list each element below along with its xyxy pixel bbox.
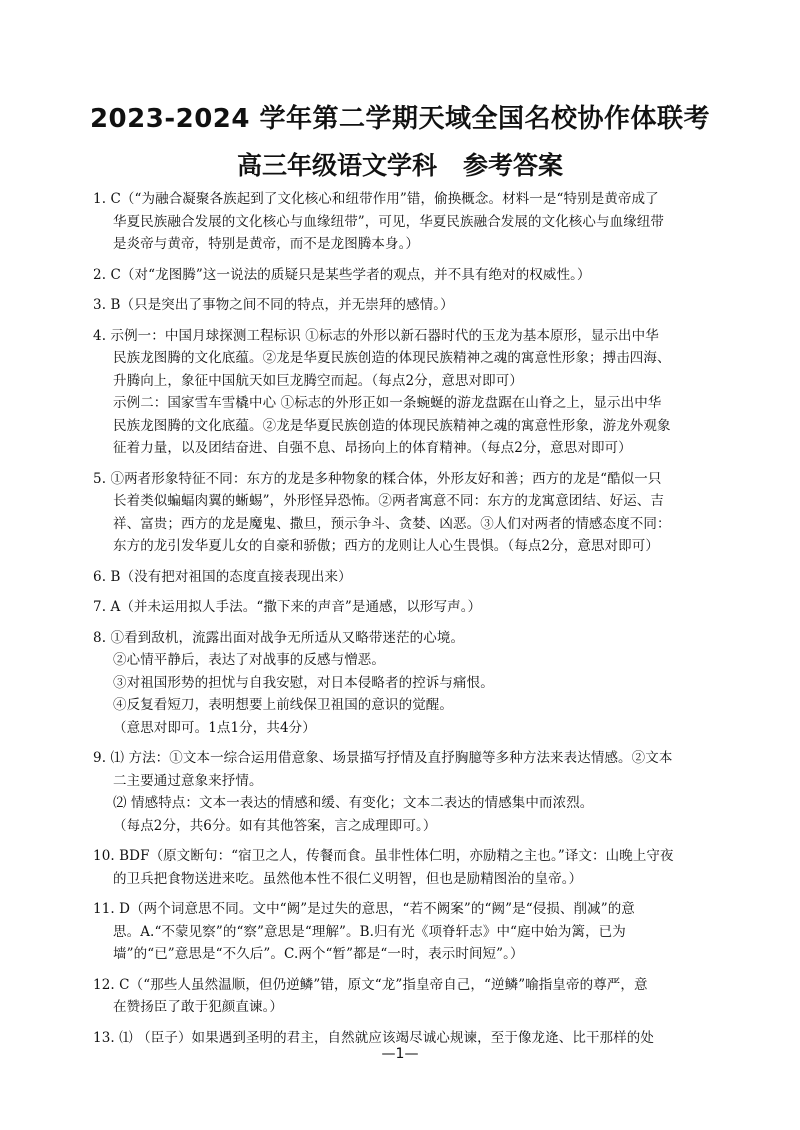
answer-item [93,974,705,1019]
answer-continuation-line: ⑵ 情感特点：文本一表达的情感和缓、有变化；文本二表达的情感集中而浓烈。 [113,795,594,811]
answer-continuation-line: 祥、富贵；西方的龙是魔鬼、撒旦，预示争斗、贪婪、凶恶。③人们对两者的情感态度不同： [113,515,671,532]
answer-item [93,627,705,740]
answer-item [93,596,705,619]
answer-first-line: 1. C（“为融合凝聚各族起到了文化核心和纽带作用”错，偷换概念。材料一是“特别是黄帝成了 [93,191,659,207]
answer-first-line: 9. ⑴ 方法：①文本一综合运用借意象、场景描写抒情及直抒胸臆等多种方法来表达情感。②文本 [93,750,673,766]
exam-title: 2023-2024 学年第二学期天域全国名校协作体联考 [89,104,711,134]
answer-first-line: 4. 示例一：中国月球探测工程标识 ①标志的外形以新石器时代的玉龙为基本原形，显示出中华 [93,327,659,344]
answer-first-line: 7. A（并未运用拟人手法。“撒下来的声音”是通感，以形写声。） [93,599,482,615]
answer-continuation-line: 二主要通过意象来抒情。 [113,772,263,789]
answer-continuation-line: 民族龙图腾的文化底蕴。②龙是华夏民族创造的体现民族精神之魂的寓意性形象；搏击四海、 [113,350,671,366]
answer-list [93,188,705,1057]
answer-continuation-line: 升腾向上，象征中国航天如巨龙腾空而起。（每点2分，意思对即可） [113,372,523,389]
answer-item [93,845,705,890]
answer-item [93,468,705,558]
answer-item [93,898,705,966]
answer-first-line: 6. B（没有把对祖国的态度直接表现出来） [93,568,352,585]
answer-first-line: 5. ①两者形象特征不同：东方的龙是多种物象的糅合体，外形友好和善；西方的龙是“酷似一只 [93,470,662,487]
answer-continuation-line: 是炎帝与黄帝，特别是黄帝，而不是龙图腾本身。） [113,236,420,252]
exam-subtitle: 高三年级语文学科 参考答案 [236,151,564,180]
answer-item [93,325,705,460]
answer-first-line: 3. B（只是突出了事物之间不同的特点，并无崇拜的感情。） [93,297,454,313]
answer-item [93,747,705,837]
page-number: —1— [381,1046,419,1062]
answer-item [93,294,705,317]
answer-item [93,264,705,287]
answer-first-line: 2. C（对“龙图腾”这一说法的质疑只是某些学者的观点，并不具有绝对的权威性。） [93,266,591,283]
answer-first-line: 11. D（两个词意思不同。文中“阙”是过失的意思，“若不阙案”的“阙”是“侵损、削减”的意 [93,901,635,917]
answer-first-line: 10. BDF（原文断句：“宿卫之人，传餐而食。虽非性体仁明，亦励精之主也。”译文：山晚上守夜 [93,848,674,864]
answer-first-line: 12. C（“那些人虽然温顺，但仍逆鳞”错，原文“龙”指皇帝自己，“逆鳞”喻指皇帝的尊严，意 [93,976,648,993]
answer-item [93,188,705,256]
answer-first-line: 8. ①看到敌机，流露出面对战争无所适从又略带迷茫的心境。 [93,629,465,646]
answer-continuation-line: 示例二：国家雪车雪橇中心 ①标志的外形正如一条蜿蜒的游龙盘踞在山脊之上，显示出中华 [113,395,662,411]
answer-continuation-line: 思。A.“不蒙见察”的“察”意思是“理解”。B.归有光《项脊轩志》中“庭中始为篱，已为 [113,923,626,940]
answer-continuation-line: 华夏民族融合发展的文化核心与血缘纽带”，可见，华夏民族融合发展的文化核心与血缘纽带 [113,213,664,230]
answer-continuation-line: 的卫兵把食物送进来吃。虽然他本性不很仁义明智，但也是励精图治的皇帝。） [113,870,583,887]
answer-continuation-line: ②心情平静后，表达了对战事的反感与憎恶。 [113,652,385,668]
answer-continuation-line: （意思对即可。1点1分，共4分） [113,719,316,736]
answer-continuation-line: 民族龙图腾的文化底蕴。②龙是华夏民族创造的体现民族精神之魂的寓意性形象，游龙外观象 [113,417,671,434]
answer-continuation-line: ③对祖国形势的担忧与自我安慰，对日本侵略者的控诉与痛恨。 [113,674,494,691]
answer-continuation-line: 征着力量，以及团结奋进、自强不息、昂扬向上的体育精神。（每点2分，意思对即可） [113,440,632,456]
answer-continuation-line: 墙”的“已”意思是“不久后”。C.两个“暂”都是“一时，表示时间短”。） [113,946,524,962]
answer-first-line: 13. ⑴ （臣子）如果遇到圣明的君主，自然就应该竭尽诚心规谏，至于像龙逄、比干那样的处 [93,1029,654,1046]
answer-item [93,566,705,589]
answer-continuation-line: 在赞扬臣了敢于犯颜直谏。） [113,999,284,1015]
answer-continuation-line: ④反复看短刀，表明想要上前线保卫祖国的意识的觉醒。 [113,697,453,713]
answer-continuation-line: 东方的龙引发华夏儿女的自豪和骄傲；西方的龙则让人心生畏惧。（每点2分，意思对即可） [113,538,659,554]
answer-continuation-line: 长着类似蝙蝠肉翼的蜥蜴”，外形怪异恐怖。②两者寓意不同：东方的龙寓意团结、好运、吉 [113,493,664,509]
answer-continuation-line: （每点2分，共6分。如有其他答案，言之成理即可。） [113,817,437,834]
